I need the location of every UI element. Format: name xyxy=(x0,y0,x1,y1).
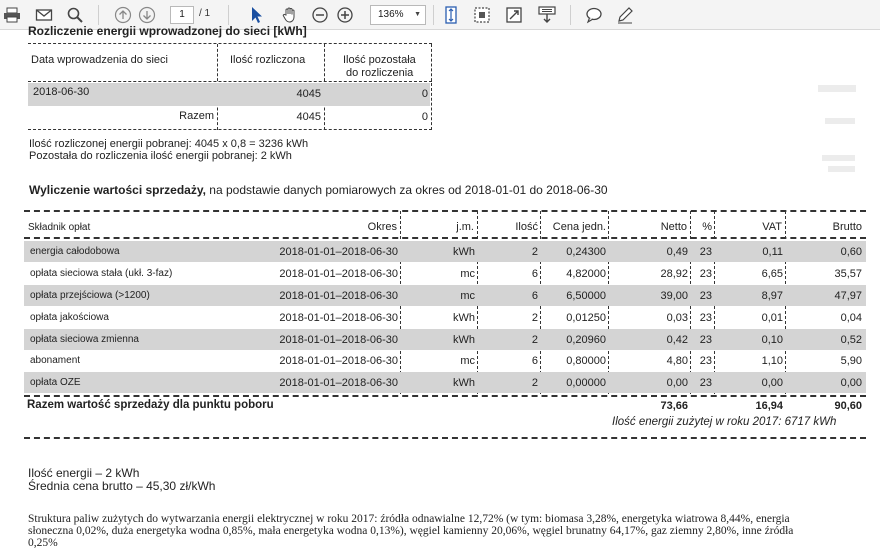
comment-icon[interactable] xyxy=(583,4,605,26)
row-2-gross: 35,57 xyxy=(834,268,862,280)
row-4-gross: 0,04 xyxy=(840,312,862,324)
row-5-pct: 23 xyxy=(699,334,712,346)
row-3-component: opłata przejściowa (>1200) xyxy=(30,290,150,301)
row-5-price: 0,20960 xyxy=(566,334,606,346)
row-6-component: abonament xyxy=(30,355,81,366)
zoom-in-icon[interactable] xyxy=(334,4,356,26)
col-header-price: Cena jedn. xyxy=(552,221,606,233)
row-7-price: 0,00000 xyxy=(566,377,606,389)
sales-calculation-title xyxy=(29,183,608,197)
row-1-price: 0,24300 xyxy=(566,246,606,258)
summary-avg-price: Średnia cena brutto – 45,30 zł/kWh xyxy=(28,479,216,493)
chevron-down-icon: ▼ xyxy=(414,11,421,18)
col-header-unit: j.m. xyxy=(456,221,474,233)
previous-page-icon[interactable] xyxy=(112,4,134,26)
document-page xyxy=(0,24,880,549)
row-6-qty: 6 xyxy=(531,355,538,367)
hand-tool-icon[interactable] xyxy=(279,4,301,26)
row-4-vat: 0,01 xyxy=(761,312,783,324)
row-5-period: 2018-01-01–2018-06-30 xyxy=(279,334,398,346)
row-4-component: opłata jakościowa xyxy=(30,312,109,323)
row-6-period: 2018-01-01–2018-06-30 xyxy=(279,355,398,367)
row-7-pct: 23 xyxy=(699,377,712,389)
header-remaining-2: do rozliczenia xyxy=(346,67,414,79)
row-3-qty: 6 xyxy=(531,290,538,302)
settlement-note-2: Pozostała do rozliczenia ilość energii pobranej: 2 kWh xyxy=(29,150,292,162)
row-6-price: 0,80000 xyxy=(566,355,606,367)
col-header-gross: Brutto xyxy=(832,221,862,233)
settlement-title: Rozliczenie energii wprowadzonej do sieci [kWh] xyxy=(28,24,307,38)
page-total: / 1 xyxy=(199,8,211,19)
annual-consumption: Ilość energii zużytej w roku 2017: 6717 kWh xyxy=(612,416,837,428)
row-3-gross: 47,97 xyxy=(834,290,862,302)
sales-title-rest: na podstawie danych pomiarowych za okres od 2018-01-01 do 2018-06-30 xyxy=(205,183,608,197)
row-3-pct: 23 xyxy=(699,290,712,302)
settlement-total-remaining: 0 xyxy=(421,111,428,123)
sales-total-label: Razem wartość sprzedaży dla punktu poboru xyxy=(27,399,274,411)
row-1-vat: 0,11 xyxy=(762,246,783,258)
settlement-remaining: 0 xyxy=(421,88,428,100)
header-settled: Ilość rozliczona xyxy=(230,54,306,66)
row-6-unit: mc xyxy=(460,355,475,367)
summary-energy: Ilość energii – 2 kWh xyxy=(28,466,140,480)
fuel-mix-line-2: słoneczna 0,02%, duża energetyka wodna 0,85%, mała energetyka wodna 0,13%), węgiel kamienny 20,06%, węgiel brunatny 64,17%, gaz ziemny 2,80%, inne źródła xyxy=(28,525,794,537)
row-4-qty: 2 xyxy=(531,312,538,324)
row-4-unit: kWh xyxy=(453,312,475,324)
row-1-qty: 2 xyxy=(531,246,538,258)
row-2-vat: 6,65 xyxy=(761,268,783,280)
settlement-note-1: Ilość rozliczonej energii pobranej: 4045 x 0,8 = 3236 kWh xyxy=(29,138,309,150)
row-5-component: opłata sieciowa zmienna xyxy=(30,334,139,345)
header-remaining-1: Ilość pozostała xyxy=(343,54,416,66)
row-6-pct: 23 xyxy=(699,355,712,367)
col-header-component: Składnik opłat xyxy=(28,222,91,233)
sales-total-net: 73,66 xyxy=(660,400,688,412)
row-7-vat: 0,00 xyxy=(761,377,783,389)
next-page-icon[interactable] xyxy=(136,4,158,26)
col-header-qty: Ilość xyxy=(515,221,538,233)
col-header-pct: % xyxy=(702,221,712,233)
zoom-value: 136% xyxy=(378,9,404,20)
row-7-qty: 2 xyxy=(531,377,538,389)
row-5-vat: 0,10 xyxy=(761,334,783,346)
row-2-component: opłata sieciowa stała (ukł. 3-faz) xyxy=(30,268,173,279)
row-3-price: 6,50000 xyxy=(566,290,606,302)
select-cursor-icon[interactable] xyxy=(245,4,267,26)
settlement-total-label: Razem xyxy=(179,110,214,122)
col-header-vat: VAT xyxy=(762,221,782,233)
search-icon[interactable] xyxy=(64,4,86,26)
col-header-net: Netto xyxy=(660,221,687,233)
row-2-unit: mc xyxy=(460,268,475,280)
print-icon[interactable] xyxy=(1,4,23,26)
row-7-unit: kWh xyxy=(453,377,475,389)
row-6-net: 4,80 xyxy=(666,355,688,367)
sales-title-bold: Wyliczenie wartości sprzedaży, xyxy=(29,183,206,197)
row-3-net: 39,00 xyxy=(660,290,688,302)
header-feed-date: Data wprowadzenia do sieci xyxy=(31,54,168,66)
row-2-price: 4,82000 xyxy=(566,268,606,280)
settlement-total-settled: 4045 xyxy=(296,111,321,123)
row-1-pct: 23 xyxy=(699,246,712,258)
row-7-net: 0,00 xyxy=(666,377,688,389)
row-5-qty: 2 xyxy=(531,334,538,346)
row-3-vat: 8,97 xyxy=(761,290,783,302)
row-6-vat: 1,10 xyxy=(761,355,783,367)
row-2-period: 2018-01-01–2018-06-30 xyxy=(279,268,398,280)
settlement-settled: 4045 xyxy=(296,88,321,100)
row-5-gross: 0,52 xyxy=(840,334,862,346)
fit-height-icon[interactable] xyxy=(440,4,462,26)
pen-annotate-icon[interactable] xyxy=(614,4,636,26)
row-4-period: 2018-01-01–2018-06-30 xyxy=(279,312,398,324)
row-7-gross: 0,00 xyxy=(840,377,862,389)
fit-page-icon[interactable] xyxy=(471,4,493,26)
row-7-period: 2018-01-01–2018-06-30 xyxy=(279,377,398,389)
row-1-gross: 0,60 xyxy=(840,246,862,258)
col-header-period: Okres xyxy=(367,221,397,233)
row-1-period: 2018-01-01–2018-06-30 xyxy=(279,246,398,258)
row-3-unit: mc xyxy=(460,290,475,302)
row-2-net: 28,92 xyxy=(660,268,688,280)
row-4-pct: 23 xyxy=(699,312,712,324)
row-5-unit: kWh xyxy=(453,334,475,346)
sales-total-vat: 16,94 xyxy=(755,400,783,412)
row-2-pct: 23 xyxy=(699,268,712,280)
sales-total-gross: 90,60 xyxy=(834,400,862,412)
download-icon[interactable] xyxy=(536,4,558,26)
row-1-component: energia całodobowa xyxy=(30,246,120,257)
row-2-qty: 6 xyxy=(531,268,538,280)
row-7-component: opłata OZE xyxy=(30,377,81,388)
page-number-input[interactable]: 1 xyxy=(170,6,194,24)
row-4-price: 0,01250 xyxy=(566,312,606,324)
row-5-net: 0,42 xyxy=(666,334,688,346)
row-1-net: 0,49 xyxy=(666,246,688,258)
zoom-select[interactable] xyxy=(370,5,426,25)
row-6-gross: 5,90 xyxy=(840,355,862,367)
row-4-net: 0,03 xyxy=(666,312,688,324)
zoom-out-icon[interactable] xyxy=(309,4,331,26)
full-screen-icon[interactable] xyxy=(503,4,525,26)
fuel-mix-line-1: Struktura paliw zużytych do wytwarzania energii elektrycznej w roku 2017: źródła odnawialne 12,72% (w tym: biomasa 3,28%, energetyka wiatrowa 8,44%, energia xyxy=(28,513,790,525)
row-1-unit: kWh xyxy=(453,246,475,258)
row-3-period: 2018-01-01–2018-06-30 xyxy=(279,290,398,302)
email-icon[interactable] xyxy=(33,4,55,26)
fuel-mix-line-3: 0,25% xyxy=(28,537,58,549)
settlement-date: 2018-06-30 xyxy=(33,86,90,98)
